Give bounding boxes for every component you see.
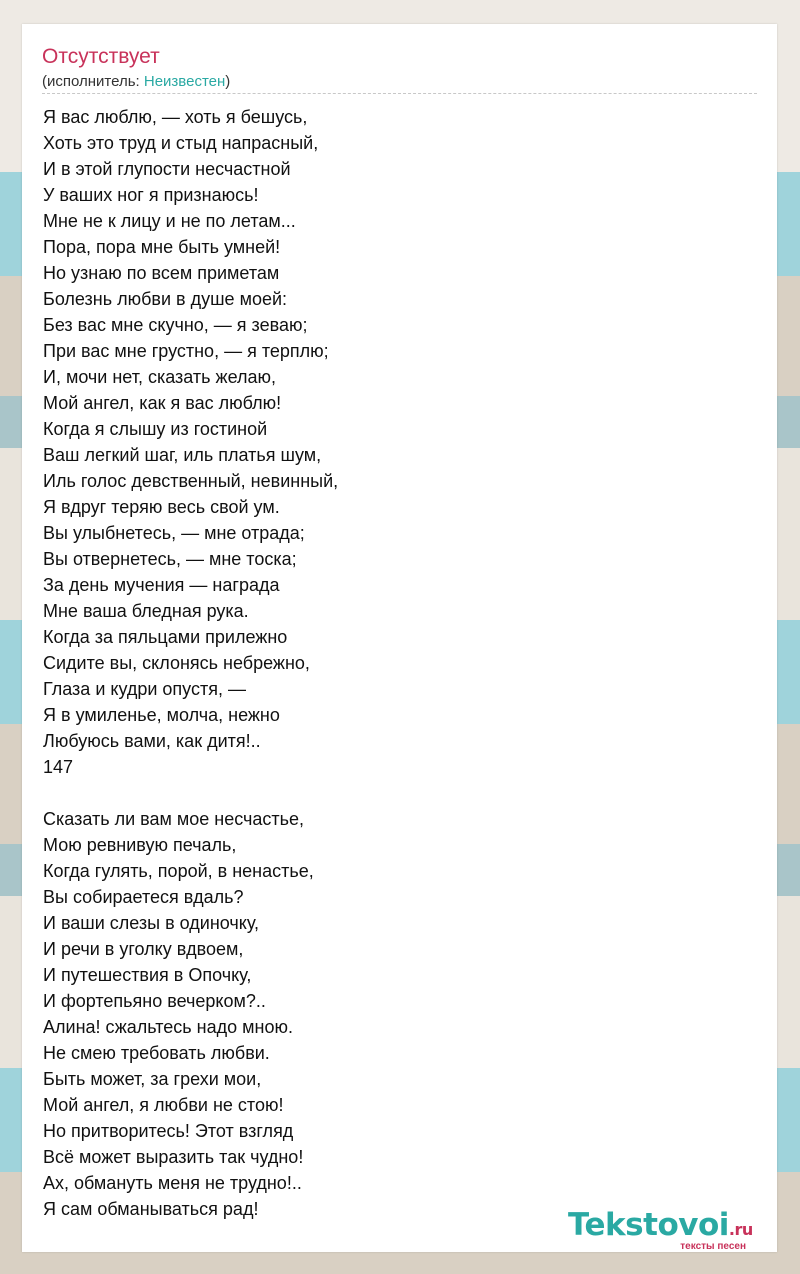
lyric-line: Когда я слышу из гостиной (43, 419, 268, 439)
logo-tld: .ru (728, 1220, 753, 1239)
lyrics-card (22, 24, 777, 1252)
artist-close: ) (225, 73, 231, 90)
lyric-line: Мой ангел, я любви не стою! (43, 1095, 284, 1115)
lyric-line: Мою ревнивую печаль, (43, 835, 237, 855)
lyric-line: Сидите вы, склонясь небрежно, (43, 653, 310, 673)
lyric-line: И фортепьяно вечерком?.. (43, 991, 266, 1011)
lyric-line: Глаза и кудри опустя, — (43, 679, 246, 699)
lyric-line: Быть может, за грехи мои, (43, 1069, 262, 1089)
lyric-line: Сказать ли вам мое несчастье, (43, 809, 305, 829)
logo-tagline: тексты песен (680, 1241, 746, 1252)
lyric-line: Мне не к лицу и не по летам... (43, 211, 296, 231)
lyric-line: Ах, обмануть меня не трудно!.. (43, 1173, 302, 1193)
lyric-line (43, 780, 743, 806)
lyric-line: Мне ваша бледная рука. (43, 601, 249, 621)
lyric-line: Я вас люблю, — хоть я бешусь, (43, 107, 308, 127)
lyric-line: За день мучения — награда (43, 575, 280, 595)
lyric-line: Болезнь любви в душе моей: (43, 289, 288, 309)
lyric-line: Я в умиленье, молча, нежно (43, 705, 280, 725)
lyric-line: Не смею требовать любви. (43, 1043, 270, 1063)
lyric-line: И, мочи нет, сказать желаю, (43, 367, 277, 387)
lyric-line: 147 (43, 757, 74, 777)
lyric-line: Я вдруг теряю весь свой ум. (43, 497, 280, 517)
lyric-line: Без вас мне скучно, — я зеваю; (43, 315, 308, 335)
lyric-line: Алина! сжальтесь надо мною. (43, 1017, 293, 1037)
lyric-line: Иль голос девственный, невинный, (43, 471, 339, 491)
lyric-line: И в этой глупости несчастной (43, 159, 291, 179)
site-logo[interactable] (568, 1208, 778, 1254)
lyric-line: Хоть это труд и стыд напрасный, (43, 133, 319, 153)
lyric-line: Всё может выразить так чудно! (43, 1147, 304, 1167)
lyric-line: Вы отвернетесь, — мне тоска; (43, 549, 297, 569)
title-divider (42, 93, 757, 94)
lyrics-text (43, 104, 743, 1222)
logo-brand: Tekstovoi (568, 1207, 729, 1243)
lyric-line: И путешествия в Опочку, (43, 965, 252, 985)
lyric-line: И речи в уголку вдвоем, (43, 939, 244, 959)
lyric-line: Вы улыбнетесь, — мне отрада; (43, 523, 305, 543)
song-title: Отсутствует (42, 45, 160, 68)
artist-link[interactable]: Неизвестен (143, 73, 226, 90)
lyric-line: Но притворитесь! Этот взгляд (43, 1121, 294, 1141)
lyric-line: Вы собираетеся вдаль? (43, 887, 244, 907)
lyric-line: Я сам обманываться рад! (43, 1199, 259, 1219)
lyric-line: У ваших ног я признаюсь! (43, 185, 259, 205)
lyric-line: И ваши слезы в одиночку, (43, 913, 260, 933)
artist-label: (исполнитель: (42, 73, 144, 90)
lyric-line: Ваш легкий шаг, иль платья шум, (43, 445, 322, 465)
artist-line (42, 73, 230, 91)
lyric-line: Но узнаю по всем приметам (43, 263, 280, 283)
lyric-line: Пора, пора мне быть умней! (43, 237, 281, 257)
lyric-line: Когда за пяльцами прилежно (43, 627, 288, 647)
lyric-line: При вас мне грустно, — я терплю; (43, 341, 329, 361)
lyric-line: Мой ангел, как я вас люблю! (43, 393, 282, 413)
lyric-line: Когда гулять, порой, в ненастье, (43, 861, 314, 881)
lyric-line: Любуюсь вами, как дитя!.. (43, 731, 261, 751)
